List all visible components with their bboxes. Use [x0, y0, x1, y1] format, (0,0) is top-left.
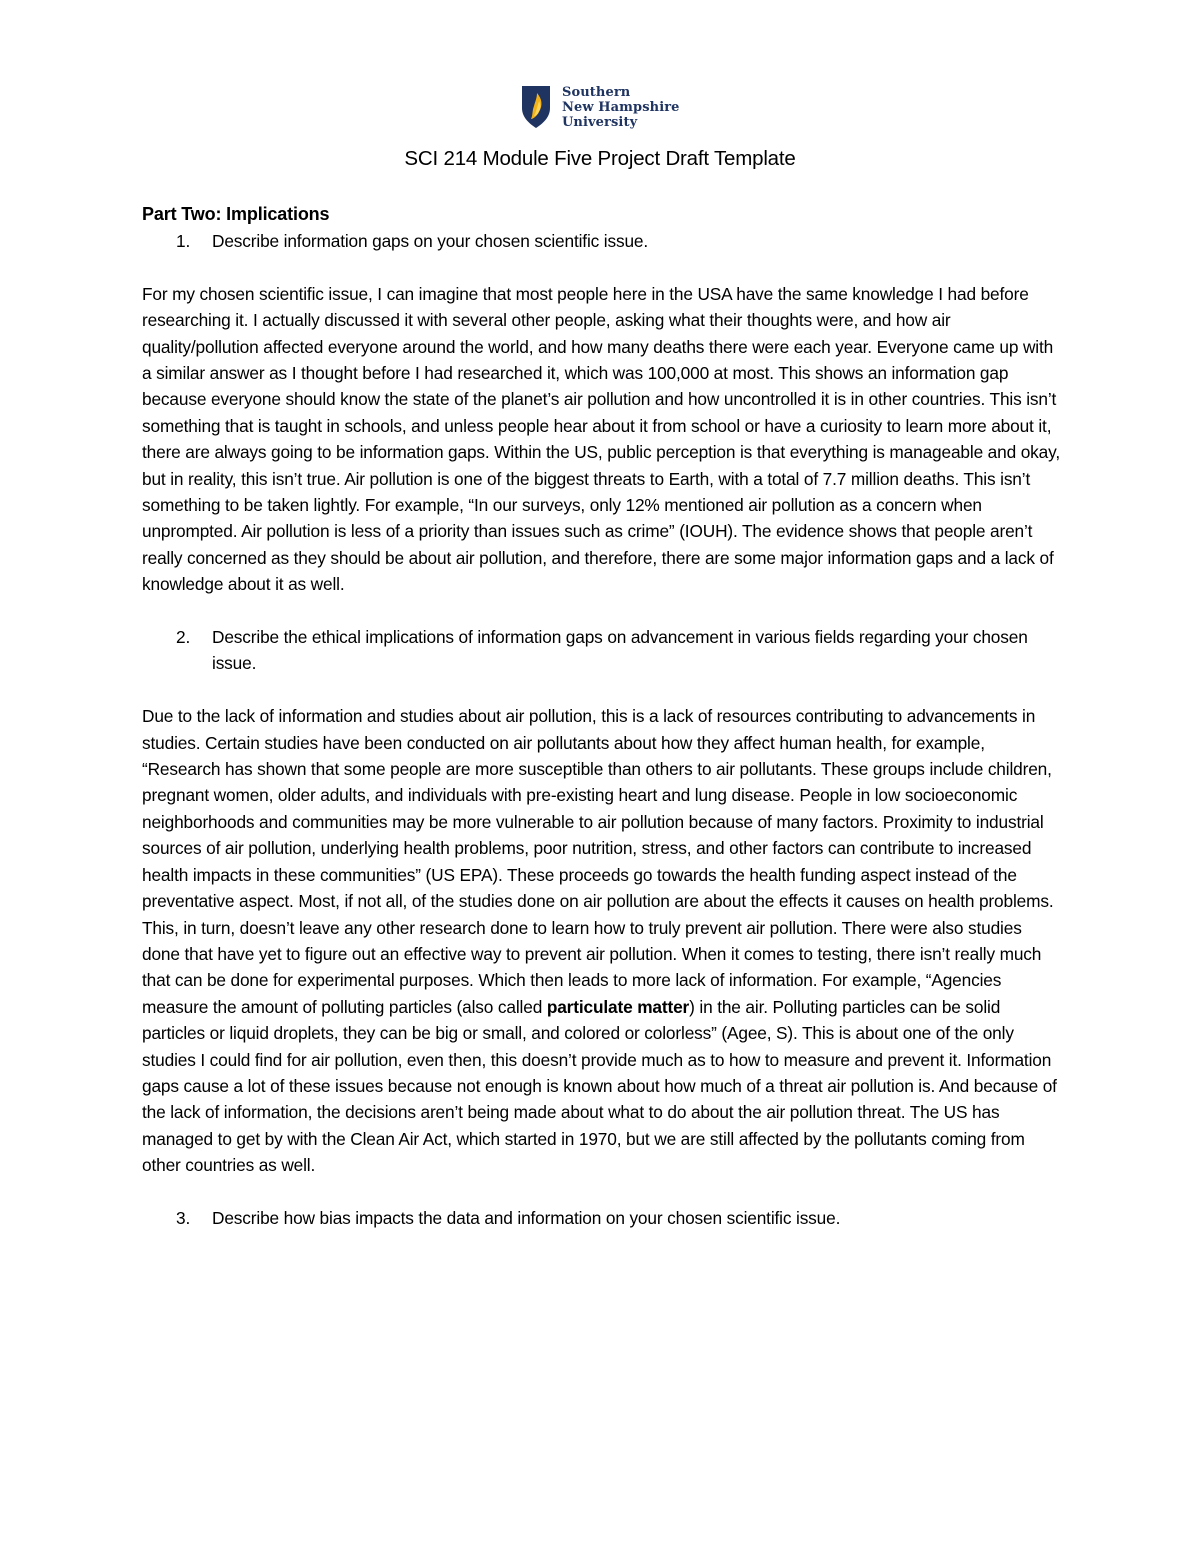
question-1: [142, 228, 1062, 254]
question-2-text: Describe the ethical implications of information gaps on advancement in various fields regarding your chosen issue.: [212, 627, 1028, 674]
logo-line-3: University: [562, 114, 638, 130]
question-2: [142, 624, 1062, 677]
logo-line-2: New Hampshire: [562, 99, 680, 115]
university-logo: [520, 84, 680, 130]
document-body: [142, 200, 1062, 1231]
answer-2-bold-term: particulate matter: [546, 996, 690, 1017]
shield-flame-icon: [520, 84, 552, 130]
logo-line-1: Southern: [562, 84, 631, 100]
document-title: SCI 214 Module Five Project Draft Template: [404, 147, 796, 170]
answer-1: For my chosen scientific issue, I can imagine that most people here in the USA have the same knowledge I had before researching it. I actually discussed it with several other people, asking what their thoughts were, and how air quality/pollution affected everyone around the world, and how many deaths there were each year. Everyone came up with a similar answer as I thought before I had researched it, which was 100,000 at most. This shows an information gap because everyone should know the state of the planet’s air pollution and how uncontrolled it is in other countries. This isn’t something that is taught in schools, and unless people hear about it from school or have a curiosity to learn more about it, there are always going to be information gaps. Within the US, public perception is that everything is manageable and okay, but in reality, this isn’t true. Air pollution is one of the biggest threats to Earth, with a total of 7.7 million deaths. This isn’t something to be taken lightly. For example, “In our surveys, only 12% mentioned air pollution as a concern when unprompted. Air pollution is less of a priority than issues such as crime” (IOUH). The evidence shows that people aren’t really concerned as they should be about air pollution, and therefore, there are some major information gaps and a lack of knowledge about it as well.: [142, 283, 1060, 595]
question-3: [142, 1205, 1062, 1231]
question-2-number: 2.: [176, 627, 191, 648]
question-3-number: 3.: [176, 1207, 191, 1228]
question-1-text: Describe information gaps on your chosen scientific issue.: [212, 231, 649, 251]
answer-2: [142, 703, 1062, 1178]
answer-2-part-2: ) in the air. Polluting particles can be solid particles or liquid droplets, they can be big or small, and colored or colorless” (Agee, S). This is about one of the only studies I could find for air pollution, even then, this doesn’t provide much as to how to measure and prevent it. Information gaps cause a lot of these issues because not enough is known about how much of a threat air pollution is. And because of the lack of information, the decisions aren’t being made about what to do about the air pollution threat. The US has managed to get by with the Clean Air Act, which started in 1970, but we are still affected by the pollutants coming from other countries as well.: [142, 996, 1057, 1176]
logo-wordmark: [562, 85, 680, 130]
question-3-text: Describe how bias impacts the data and information on your chosen scientific issue.: [212, 1207, 841, 1228]
question-1-number: 1.: [176, 231, 191, 251]
answer-2-part-1: Due to the lack of information and studies about air pollution, this is a lack of resources contributing to advancements in studies. Certain studies have been conducted on air pollutants about how they affect human health, for example, “Research has shown that some people are more susceptible than others to air pollutants. These groups include children, pregnant women, older adults, and individuals with pre-existing heart and lung disease. People in low socioeconomic neighborhoods and communities may be more vulnerable to air pollution because of many factors. Proximity to industrial sources of air pollution, underlying health problems, poor nutrition, stress, and other factors can contribute to increased health impacts in these communities” (US EPA). These proceeds go towards the health funding aspect instead of the preventative aspect. Most, if not all, of the studies done on air pollution are about the effects it causes on health problems. This, in turn, doesn’t leave any other research done to learn how to truly prevent air pollution. There were also studies done that have yet to figure out an effective way to prevent air pollution. When it comes to testing, there isn’t really much that can be done for experimental purposes. Which then leads to more lack of information. For example, “Agencies measure the amount of polluting particles (also called: [142, 706, 1054, 1017]
part-heading: Part Two: Implications: [142, 204, 330, 224]
